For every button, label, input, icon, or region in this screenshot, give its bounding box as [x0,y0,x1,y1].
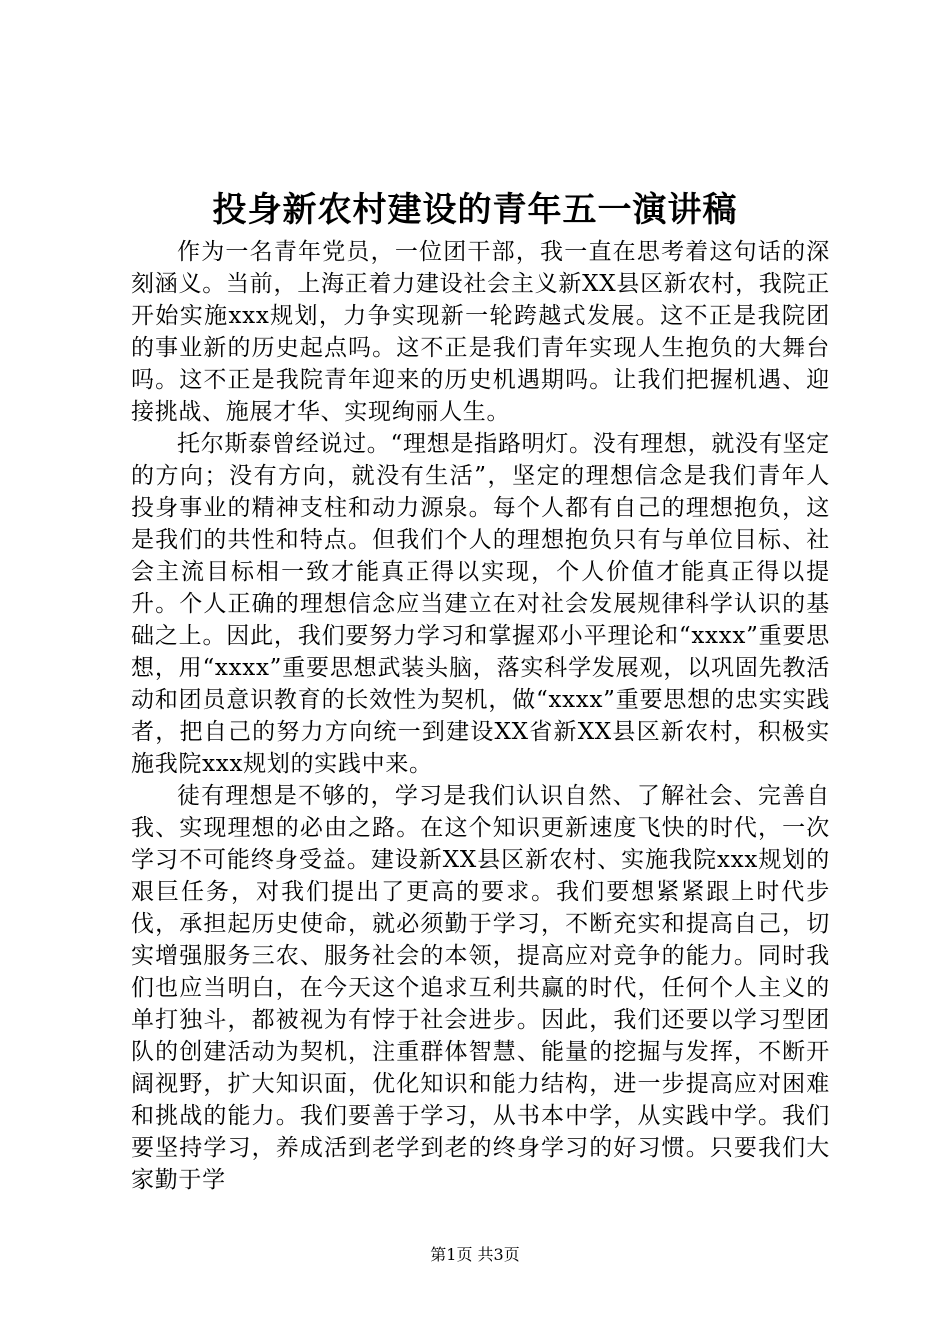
paragraph-1: 作为一名青年党员，一位团干部，我一直在思考着这句话的深刻涵义。当前，上海正着力建设社会主义新XX县区新农村，我院正开始实施xxx规划，力争实现新一轮跨越式发展。这不正是我院团的事业新的历史起点吗。这不正是我们青年实现人生抱负的大舞台吗。这不正是我院青年迎来的历史机遇期吗。让我们把握机遇、迎接挑战、施展才华、实现绚丽人生。 [131,239,830,425]
paragraph-3: 徒有理想是不够的，学习是我们认识自然、了解社会、完善自我、实现理想的必由之路。在这个知识更新速度飞快的时代，一次学习不可能终身受益。建设新XX县区新农村、实施我院xxx规划的艰巨任务，对我们提出了更高的要求。我们要想紧紧跟上时代步伐，承担起历史使命，就必须勤于学习，不断充实和提高自己，切实增强服务三农、服务社会的本领，提高应对竞争的能力。同时我们也应当明白，在今天这个追求互利共赢的时代，任何个人主义的单打独斗，都被视为有悖于社会进步。因此，我们还要以学习型团队的创建活动为契机，注重群体智慧、能量的挖掘与发挥，不断开阔视野，扩大知识面，优化知识和能力结构，进一步提高应对困难和挑战的能力。我们要善于学习，从书本中学，从实践中学。我们要坚持学习，养成活到老学到老的终身学习的好习惯。只要我们大家勤于学 [131,783,830,1193]
paragraph-2: 托尔斯泰曾经说过。“理想是指路明灯。没有理想，就没有坚定的方向；没有方向，就没有生活”，坚定的理想信念是我们青年人投身事业的精神支柱和动力源泉。每个人都有自己的理想抱负，这是我们的共性和特点。但我们个人的理想抱负只有与单位目标、社会主流目标相一致才能真正得以实现，个人价值才能真正得以提升。个人正确的理想信念应当建立在对社会发展规律科学认识的基础之上。因此，我们要努力学习和掌握邓小平理论和“xxxx”重要思想，用“xxxx”重要思想武装头脑，落实科学发展观，以巩固先教活动和团员意识教育的长效性为契机，做“xxxx”重要思想的忠实实践者，把自己的努力方向统一到建设XX省新XX县区新农村，积极实施我院xxx规划的实践中来。 [131,431,830,777]
page-footer: 第1页 共3页 [430,1245,520,1264]
document-title: 投身新农村建设的青年五一演讲稿 [212,190,738,230]
document-body [131,236,830,1196]
